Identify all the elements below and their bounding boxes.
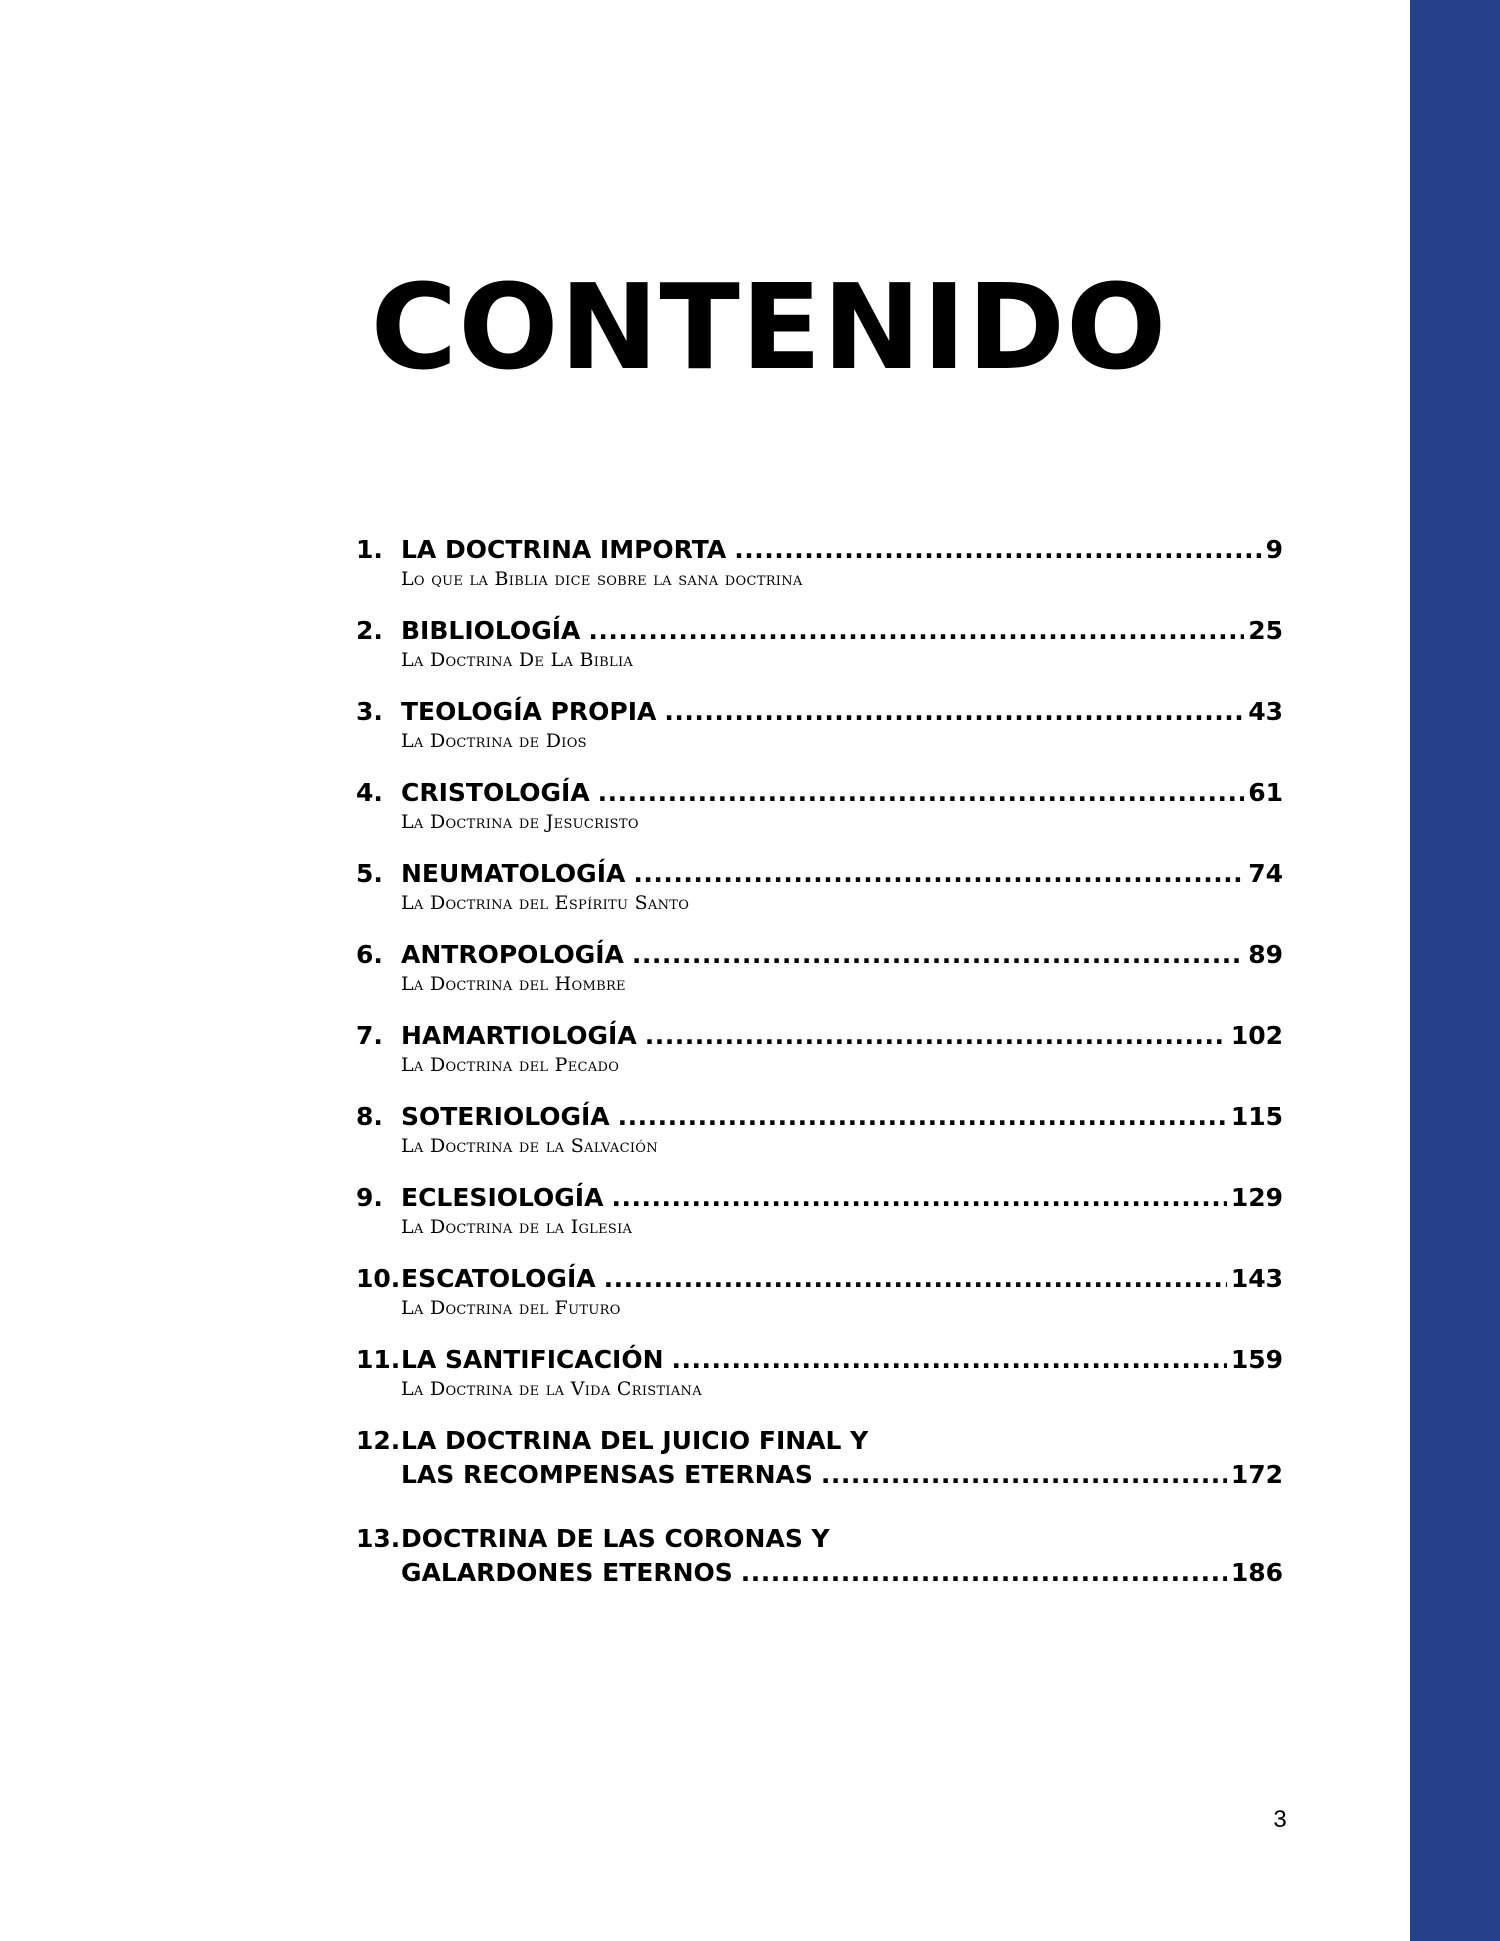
toc-entry-7[interactable] — [356, 1019, 1283, 1100]
toc-entry-6[interactable] — [356, 938, 1283, 1019]
dot-leader — [598, 776, 1245, 810]
page-title: CONTENIDO — [370, 258, 1168, 396]
toc-number: 3. — [356, 697, 383, 726]
toc-entry-5[interactable] — [356, 857, 1283, 938]
toc-subtitle: La Doctrina de Dios — [401, 730, 587, 752]
toc-page: 129 — [1230, 1183, 1283, 1212]
toc-title[interactable]: ECLESIOLOGÍA — [401, 1183, 604, 1212]
side-accent-band — [1410, 0, 1500, 1941]
toc-title[interactable]: TEOLOGÍA PROPIA — [401, 697, 657, 726]
toc-number: 4. — [356, 778, 383, 807]
toc-number: 1. — [356, 535, 383, 564]
toc-title[interactable]: HAMARTIOLOGÍA — [401, 1021, 637, 1050]
toc-entry-4[interactable] — [356, 776, 1283, 857]
toc-page: 143 — [1230, 1264, 1283, 1293]
toc-number: 13. — [356, 1524, 401, 1553]
dot-leader — [611, 1181, 1226, 1215]
dot-leader — [741, 1556, 1227, 1590]
toc-subtitle: La Doctrina de la Iglesia — [401, 1216, 633, 1238]
dot-leader — [821, 1458, 1227, 1492]
toc-page: 43 — [1248, 697, 1283, 726]
toc-number: 11. — [356, 1345, 401, 1374]
toc-subtitle: La Doctrina del Hombre — [401, 973, 626, 995]
toc-subtitle: La Doctrina del Futuro — [401, 1297, 621, 1319]
toc-entry-13[interactable] — [356, 1522, 1283, 1620]
toc-subtitle: La Doctrina de la Vida Cristiana — [401, 1378, 702, 1400]
toc-title[interactable]: BIBLIOLOGÍA — [401, 616, 581, 645]
toc-entry-10[interactable] — [356, 1262, 1283, 1343]
page-number: 3 — [1273, 1806, 1287, 1833]
dot-leader — [632, 938, 1244, 972]
toc-subtitle: Lo que la Biblia dice sobre la sana doctrina — [401, 568, 803, 590]
toc-number: 10. — [356, 1264, 401, 1293]
toc-title[interactable]: SOTERIOLOGÍA — [401, 1102, 610, 1131]
toc-title-line2[interactable]: LAS RECOMPENSAS ETERNAS — [401, 1460, 813, 1489]
dot-leader — [664, 695, 1244, 729]
toc-number: 12. — [356, 1426, 401, 1455]
dot-leader — [618, 1100, 1227, 1134]
toc-title[interactable]: ESCATOLOGÍA — [401, 1264, 596, 1293]
toc-subtitle: La Doctrina de la Salvación — [401, 1135, 658, 1157]
toc-title[interactable]: LA SANTIFICACIÓN — [401, 1345, 664, 1374]
toc-page: 61 — [1248, 778, 1283, 807]
dot-leader — [633, 857, 1244, 891]
toc-page: 115 — [1230, 1102, 1283, 1131]
toc-page: 159 — [1230, 1345, 1283, 1374]
toc-page: 172 — [1230, 1460, 1283, 1489]
toc-title[interactable]: NEUMATOLOGÍA — [401, 859, 626, 888]
toc-entry-12[interactable] — [356, 1424, 1283, 1522]
toc-title-line1[interactable]: LA DOCTRINA DEL JUICIO FINAL Y — [401, 1426, 869, 1455]
toc-title[interactable]: LA DOCTRINA IMPORTA — [401, 535, 727, 564]
toc-number: 6. — [356, 940, 383, 969]
dot-leader — [604, 1262, 1227, 1296]
toc-title[interactable]: CRISTOLOGÍA — [401, 778, 590, 807]
table-of-contents — [356, 533, 1283, 1620]
toc-page: 89 — [1248, 940, 1283, 969]
toc-page: 186 — [1230, 1558, 1283, 1587]
toc-subtitle: La Doctrina de Jesucristo — [401, 811, 639, 833]
toc-title-line2[interactable]: GALARDONES ETERNOS — [401, 1558, 733, 1587]
toc-subtitle: La Doctrina del Pecado — [401, 1054, 620, 1076]
toc-entry-2[interactable] — [356, 614, 1283, 695]
dot-leader — [588, 614, 1244, 648]
toc-page: 25 — [1248, 616, 1283, 645]
toc-number: 5. — [356, 859, 383, 888]
toc-entry-3[interactable] — [356, 695, 1283, 776]
toc-entry-9[interactable] — [356, 1181, 1283, 1262]
toc-title[interactable]: ANTROPOLOGÍA — [401, 940, 624, 969]
toc-number: 8. — [356, 1102, 383, 1131]
toc-subtitle: La Doctrina De La Biblia — [401, 649, 634, 671]
toc-entry-1[interactable] — [356, 533, 1283, 614]
toc-page: 102 — [1230, 1021, 1283, 1050]
dot-leader — [672, 1343, 1227, 1377]
toc-page: 74 — [1248, 859, 1283, 888]
toc-number: 7. — [356, 1021, 383, 1050]
toc-number: 9. — [356, 1183, 383, 1212]
toc-title-line1[interactable]: DOCTRINA DE LAS CORONAS Y — [401, 1524, 830, 1553]
toc-page: 9 — [1265, 535, 1283, 564]
toc-entry-8[interactable] — [356, 1100, 1283, 1181]
toc-number: 2. — [356, 616, 383, 645]
dot-leader — [645, 1019, 1227, 1053]
toc-subtitle: La Doctrina del Espíritu Santo — [401, 892, 690, 914]
dot-leader — [734, 533, 1261, 567]
toc-entry-11[interactable] — [356, 1343, 1283, 1424]
